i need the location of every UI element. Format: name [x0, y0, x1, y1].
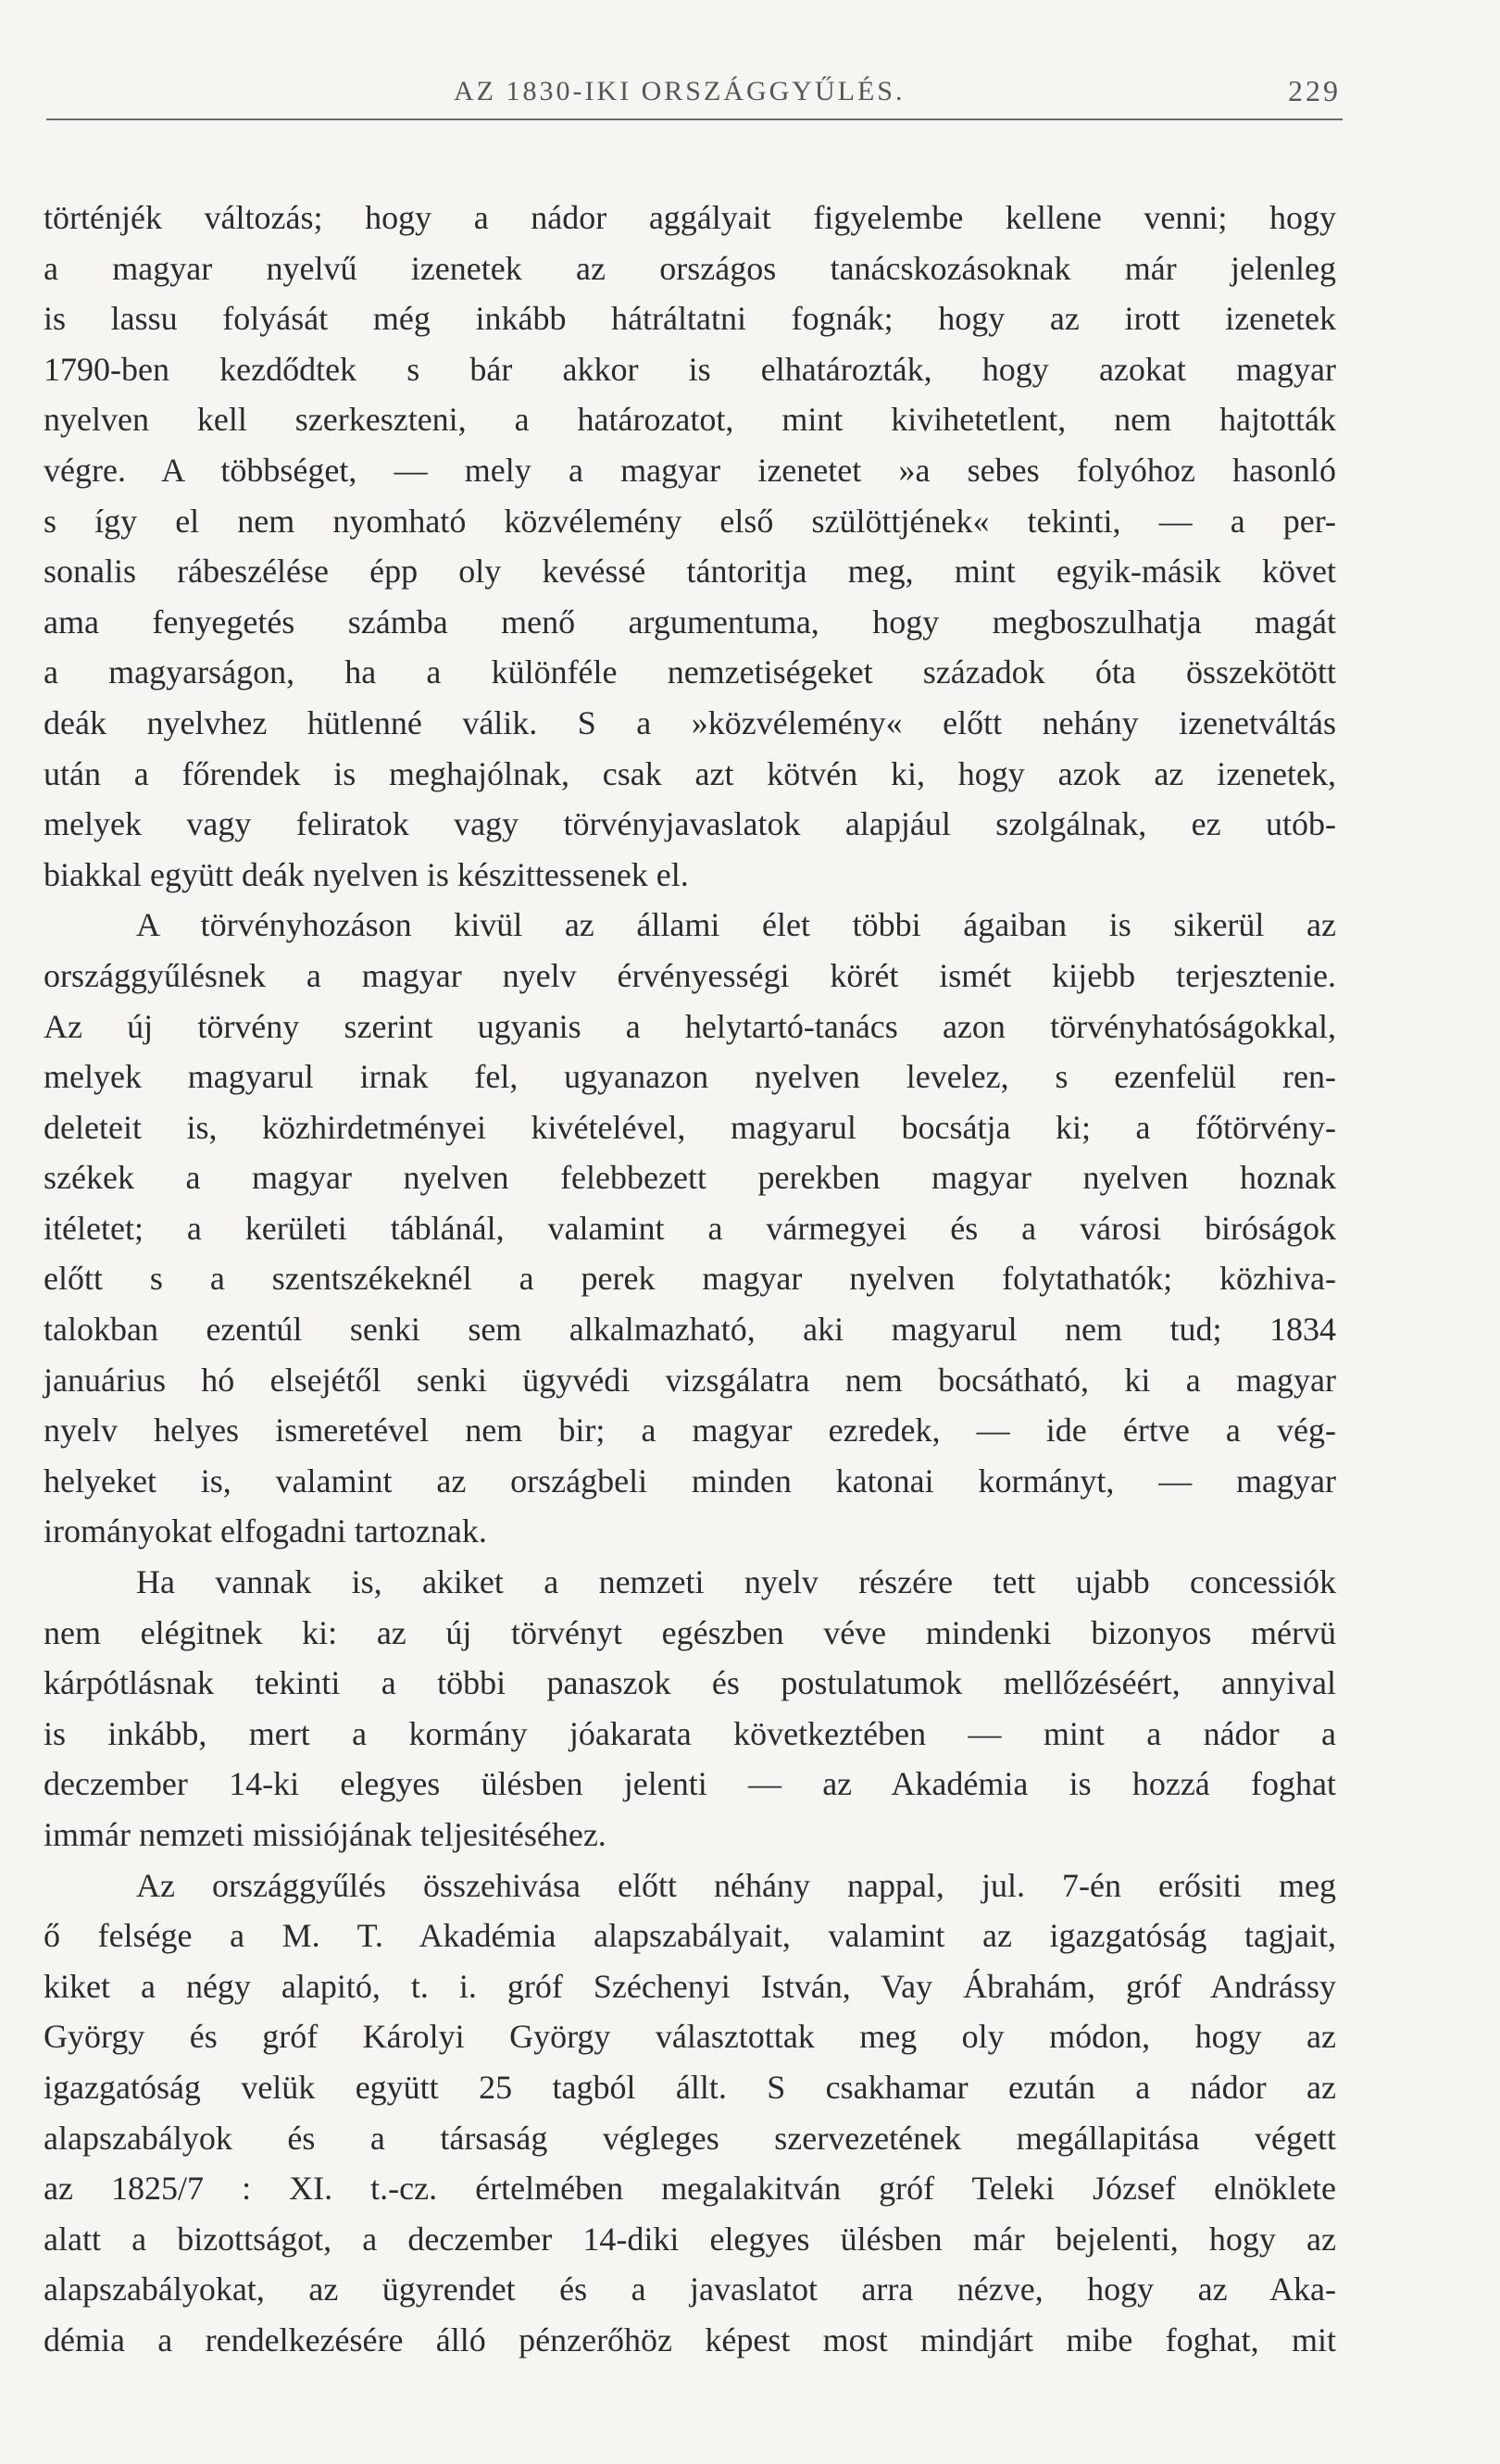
text-line: Az új törvény szerint ugyanis a helytartó-tanács azon törvényhatóságokkal, [44, 1007, 1336, 1045]
text-line: is inkább, mert a kormány jóakarata következtében — mint a nádor a [44, 1714, 1336, 1752]
text-line: után a főrendek is meghajólnak, csak azt kötvén ki, hogy azok az izenetek, [44, 754, 1336, 792]
text-line: kárpótlásnak tekinti a többi panaszok és postulatumok mellőzéséért, annyival [44, 1664, 1336, 1702]
text-line: alapszabályokat, az ügyrendet és a javaslatot arra nézve, hogy az Aka- [44, 2271, 1336, 2308]
text-line: deleteit is, közhirdetményei kivételével, magyarul bocsátja ki; a főtörvény- [44, 1108, 1336, 1146]
text-line: történjék változás; hogy a nádor aggályait figyelembe kellene venni; hogy [44, 199, 1336, 236]
text-line: országgyűlésnek a magyar nyelv érvényességi körét ismét kijebb terjesztenie. [44, 956, 1336, 994]
text-line: előtt s a szentszékeknél a perek magyar nyelven folytathatók; közhiva- [44, 1260, 1336, 1298]
running-title: AZ 1830-IKI ORSZÁGGYŰLÉS. [454, 76, 906, 106]
text-line: alatt a bizottságot, a deczember 14-diki elegyes ülésben már bejelenti, hogy az [44, 2220, 1336, 2258]
page-number: 229 [1288, 74, 1341, 107]
text-line: irományokat elfogadni tartoznak. [44, 1512, 487, 1550]
text-line: deák nyelvhez hütlenné válik. S a »közvélemény« előtt nehány izenetváltás [44, 703, 1336, 741]
text-line: a magyarságon, ha a különféle nemzetiségeket századok óta összekötött [44, 653, 1336, 691]
text-line: nyelv helyes ismeretével nem bir; a magyar ezredek, — ide értve a vég- [44, 1412, 1336, 1450]
text-line: deczember 14-ki elegyes ülésben jelenti — az Akadémia is hozzá foghat [44, 1765, 1336, 1803]
text-line: melyek magyarul irnak fel, ugyanazon nyelven levelez, s ezenfelül ren- [44, 1058, 1336, 1096]
paragraph-first-line: Az országgyűlés összehivása előtt néhány nappal, jul. 7-én erősiti meg [136, 1866, 1336, 1904]
running-head [46, 72, 1343, 120]
text-line: igazgatóság velük együtt 25 tagból állt. S csakhamar ezután a nádor az [44, 2068, 1336, 2106]
text-line: székek a magyar nyelven felebbezett perekben magyar nyelven hoznak [44, 1159, 1336, 1197]
paragraph-first-line: Ha vannak is, akiket a nemzeti nyelv részére tett ujabb concessiók [136, 1563, 1336, 1601]
text-line: biakkal együtt deák nyelven is készittessenek el. [44, 855, 689, 893]
text-line: sonalis rábeszélése épp oly kevéssé tántoritja meg, mint egyik-másik követ [44, 553, 1336, 591]
text-line: januárius hó elsejétől senki ügyvédi vizsgálatra nem bocsátható, ki a magyar [44, 1361, 1336, 1399]
text-line: az 1825/7 : XI. t.-cz. értelmében megalakitván gróf Teleki József elnöklete [44, 2170, 1336, 2208]
text-line: György és gróf Károlyi György választottak meg oly módon, hogy az [44, 2018, 1336, 2056]
text-line: nem elégitnek ki: az új törvényt egészben véve mindenki bizonyos mérvü [44, 1613, 1336, 1651]
text-line: immár nemzeti missiójának teljesitéséhez. [44, 1816, 606, 1853]
body-text [44, 193, 1336, 2366]
text-line: helyeket is, valamint az országbeli minden katonai kormányt, — magyar [44, 1462, 1336, 1500]
text-line: kiket a négy alapitó, t. i. gróf Széchenyi István, Vay Ábrahám, gróf Andrássy [44, 1967, 1336, 2005]
text-line: 1790-ben kezdődtek s bár akkor is elhatározták, hogy azokat magyar [44, 350, 1336, 388]
text-line: nyelven kell szerkeszteni, a határozatot, mint kivihetetlent, nem hajtották [44, 401, 1336, 439]
text-line: melyek vagy feliratok vagy törvényjavaslatok alapjául szolgálnak, ez utób- [44, 805, 1336, 843]
paragraph-first-line: A törvényhozáson kivül az állami élet többi ágaiban is sikerül az [136, 906, 1336, 944]
text-line: is lassu folyását még inkább hátráltatni fognák; hogy az irott izenetek [44, 300, 1336, 338]
text-line: végre. A többséget, — mely a magyar izenetet »a sebes folyóhoz hasonló [44, 451, 1336, 489]
text-line: talokban ezentúl senki sem alkalmazható, aki magyarul nem tud; 1834 [44, 1311, 1336, 1349]
text-line: démia a rendelkezésére álló pénzerőhöz képest most mindjárt mibe foghat, mit [44, 2321, 1336, 2358]
text-line: ő felsége a M. T. Akadémia alapszabályait, valamint az igazgatóság tagjait, [44, 1917, 1336, 1955]
text-line: alapszabályok és a társaság végleges szervezetének megállapitása végett [44, 2119, 1336, 2157]
text-line: a magyar nyelvű izenetek az országos tanácskozásoknak már jelenleg [44, 249, 1336, 287]
text-line: itéletet; a kerületi táblánál, valamint a vármegyei és a városi biróságok [44, 1209, 1336, 1247]
text-line: ama fenyegetés számba menő argumentuma, hogy megboszulhatja magát [44, 603, 1336, 641]
text-line: s így el nem nyomható közvélemény első szülöttjének« tekinti, — a per- [44, 502, 1336, 540]
